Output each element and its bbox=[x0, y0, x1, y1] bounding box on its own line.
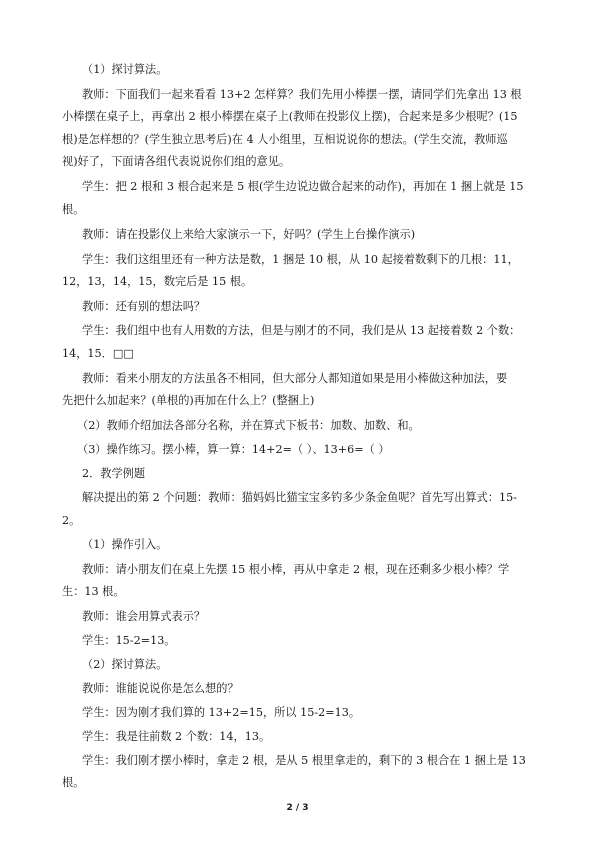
section-heading: （1）探讨算法。 bbox=[82, 63, 168, 76]
paragraph-line: 根。 bbox=[62, 776, 85, 789]
paragraph-line: 2。 bbox=[62, 514, 81, 527]
paragraph-line: 学生：我们组中也有人用数的方法，但是与刚才的不同，我们是从 13 起接着数 2 个数： bbox=[82, 324, 521, 337]
section-heading: （2）教师介绍加法各部分名称，并在算式下板书：加数、加数、和。 bbox=[77, 419, 420, 432]
paragraph-line: 根)是怎样想的？(学生独立思考后)在 4 人小组里，互相说说你的想法。(学生交流，教师巡 bbox=[62, 133, 508, 146]
paragraph-line: 12，13，14，15，数完后是 15 根。 bbox=[62, 275, 253, 288]
page-number: 2 / 3 bbox=[286, 803, 309, 813]
section-heading: （3）操作练习。摆小棒，算一算：14+2=（ ）、13+6=（ ） bbox=[77, 443, 390, 456]
section-heading: （1）操作引入。 bbox=[82, 538, 168, 551]
paragraph-line: 先把什么加起来？(单根的)再加在什么上？(整捆上) bbox=[62, 394, 315, 407]
section-heading: （2）探讨算法。 bbox=[82, 658, 168, 671]
paragraph-line: 教师：谁能说说你是怎么想的？ bbox=[82, 682, 239, 695]
paragraph-line: 学生：我们刚才摆小棒时，拿走 2 根，是从 5 根里拿走的，剩下的 3 根合在 1 捆上是 13 bbox=[82, 754, 526, 767]
paragraph-line: 视)好了，下面请各组代表说说你们组的意见。 bbox=[62, 155, 291, 168]
paragraph-line: 教师：还有别的想法吗？ bbox=[82, 300, 206, 313]
paragraph-line: 生：13 根。 bbox=[62, 585, 125, 598]
paragraph-line: 解决提出的第 2 个问题：教师：猫妈妈比猫宝宝多钓多少条金鱼呢？首先写出算式：15- bbox=[82, 491, 517, 504]
section-heading: 2．教学例题 bbox=[82, 467, 146, 480]
paragraph-line: 学生：我们这组里还有一种方法是数，1 捆是 10 根，从 10 起接着数剩下的几根：11， bbox=[82, 253, 519, 266]
paragraph-line: 学生：15-2=13。 bbox=[82, 634, 176, 647]
paragraph-line: 教师：谁会用算式表示？ bbox=[82, 610, 206, 623]
paragraph-line: 教师：下面我们一起来看看 13+2 怎样算？我们先用小棒摆一摆，请同学们先拿出 13 根 bbox=[82, 88, 522, 101]
paragraph-line: 教师：看来小朋友的方法虽各不相同，但大部分人都知道如果是用小棒做这种加法，要 bbox=[82, 372, 508, 385]
paragraph-line: 14，15．□□ bbox=[62, 347, 134, 360]
paragraph-line: 学生：我是往前数 2 个数：14，13。 bbox=[82, 730, 271, 743]
paragraph-line: 教师：请小朋友们在桌上先摆 15 根小棒，再从中拿走 2 根，现在还剩多少根小棒？学 bbox=[82, 563, 510, 576]
paragraph-line: 学生：因为刚才我们算的 13+2=15，所以 15-2=13。 bbox=[82, 706, 361, 719]
paragraph-line: 教师：请在投影仪上来给大家演示一下，好吗？(学生上台操作演示) bbox=[82, 228, 416, 241]
paragraph-line: 学生：把 2 根和 3 根合起来是 5 根(学生边说边做合起来的动作)，再加在 1 捆上就是 15 bbox=[82, 180, 524, 193]
paragraph-line: 小棒摆在桌子上，再拿出 2 根小棒摆在桌子上(教师在投影仪上摆)，合起来是多少根呢？(15 bbox=[62, 110, 518, 123]
paragraph-line: 根。 bbox=[62, 203, 85, 216]
